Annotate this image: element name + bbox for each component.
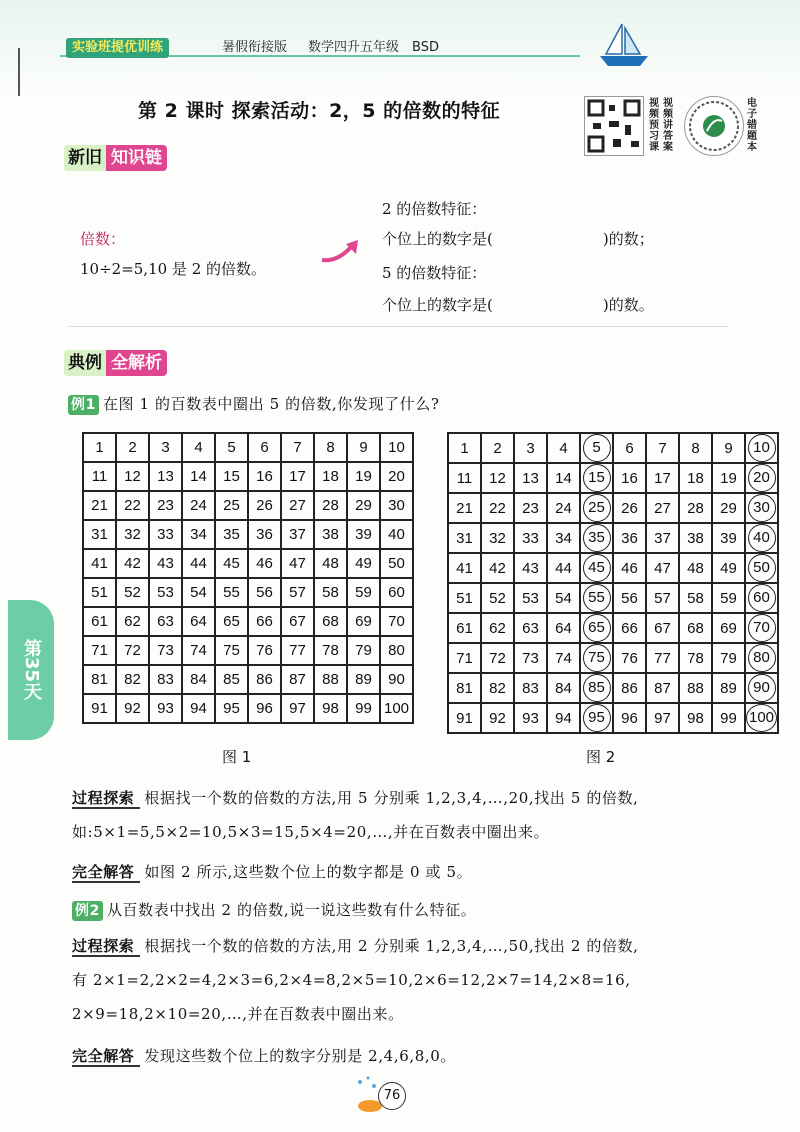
table-cell: 56 (613, 583, 646, 613)
table-cell: 62 (481, 613, 514, 643)
table-cell: 8 (679, 433, 712, 463)
table-cell: 49 (347, 549, 380, 578)
table-cell: 39 (712, 523, 745, 553)
section-examples (64, 350, 167, 376)
table-cell: 13 (149, 462, 182, 491)
table-cell: 94 (547, 703, 580, 733)
table-cell: 78 (679, 643, 712, 673)
process-2-line3: 2×9=18,2×10=20,…,并在百数表中圈出来。 (72, 1005, 404, 1023)
table-cell: 36 (248, 520, 281, 549)
table-cell: 59 (347, 578, 380, 607)
answer-1-text: 如图 2 所示,这些数个位上的数字都是 0 或 5。 (144, 863, 473, 881)
table-cell: 47 (646, 553, 679, 583)
table-cell: 92 (481, 703, 514, 733)
circled-number: 45 (583, 554, 611, 582)
table-row (448, 433, 778, 463)
table-row (448, 673, 778, 703)
table-cell: 34 (182, 520, 215, 549)
table-cell: 64 (547, 613, 580, 643)
table-cell: 5 (215, 433, 248, 462)
qr-label-lecture: 视频讲答案 (663, 98, 673, 153)
table-cell (745, 523, 778, 553)
table-cell: 77 (281, 636, 314, 665)
table-cell: 9 (347, 433, 380, 462)
circled-number: 70 (748, 614, 776, 642)
table-row (448, 553, 778, 583)
table-cell: 45 (215, 549, 248, 578)
table-cell: 71 (448, 643, 481, 673)
table-cell: 19 (347, 462, 380, 491)
table-cell: 67 (646, 613, 679, 643)
circled-number: 30 (748, 494, 776, 522)
table-row (83, 607, 413, 636)
table-cell: 6 (248, 433, 281, 462)
table-cell: 21 (83, 491, 116, 520)
qr-label-video: 视频预习课 (649, 98, 659, 153)
circled-number: 50 (748, 554, 776, 582)
table-cell (745, 463, 778, 493)
table-cell: 8 (314, 433, 347, 462)
table-cell: 79 (712, 643, 745, 673)
table-cell: 27 (646, 493, 679, 523)
table-cell: 51 (83, 578, 116, 607)
process-2-label: 过程探索 (72, 937, 140, 957)
table-cell: 41 (448, 553, 481, 583)
table-cell: 32 (481, 523, 514, 553)
table-row (448, 643, 778, 673)
table-cell: 87 (281, 665, 314, 694)
table-cell: 68 (314, 607, 347, 636)
table-cell: 38 (679, 523, 712, 553)
table-cell: 72 (116, 636, 149, 665)
hundred-table-fig2 (447, 432, 779, 734)
process-1-line1: 根据找一个数的倍数的方法,用 5 分别乘 1,2,3,4,…,20,找出 5 的倍数, (144, 789, 639, 807)
section-examples-a: 典例 (64, 350, 106, 376)
table-cell: 83 (149, 665, 182, 694)
table-cell: 99 (712, 703, 745, 733)
table-cell (745, 673, 778, 703)
table-cell: 12 (481, 463, 514, 493)
table-cell: 77 (646, 643, 679, 673)
table-cell: 23 (149, 491, 182, 520)
table-cell: 81 (83, 665, 116, 694)
table-cell: 97 (281, 694, 314, 723)
table-cell: 7 (646, 433, 679, 463)
figure-1-caption: 图 1 (222, 748, 252, 766)
sailboat-icon (596, 20, 652, 70)
table-cell: 86 (248, 665, 281, 694)
table-cell: 30 (380, 491, 413, 520)
table-cell: 82 (116, 665, 149, 694)
leaf-qr-icon (685, 97, 743, 155)
process-1-line2: 如:5×1=5,5×2=10,5×3=15,5×4=20,…,并在百数表中圈出来。 (72, 823, 550, 841)
table-cell: 51 (448, 583, 481, 613)
table-cell (745, 433, 778, 463)
table-cell: 94 (182, 694, 215, 723)
circled-number: 5 (583, 434, 611, 462)
table-cell: 1 (448, 433, 481, 463)
table-cell (580, 673, 613, 703)
table-cell: 86 (613, 673, 646, 703)
hundred-table-fig1 (82, 432, 414, 724)
table-cell: 37 (646, 523, 679, 553)
table-cell (580, 523, 613, 553)
table-cell: 33 (149, 520, 182, 549)
table-cell: 48 (679, 553, 712, 583)
table-cell: 18 (679, 463, 712, 493)
table-cell: 74 (547, 643, 580, 673)
circled-number: 90 (748, 674, 776, 702)
section-knowledge-b: 知识链 (106, 145, 167, 171)
process-1-label: 过程探索 (72, 789, 140, 809)
circled-number: 10 (748, 434, 776, 462)
table-cell: 98 (314, 694, 347, 723)
table-row (448, 463, 778, 493)
table-cell: 22 (116, 491, 149, 520)
process-1 (72, 786, 780, 810)
table-cell: 87 (646, 673, 679, 703)
arrow-right-icon (318, 236, 364, 266)
table-cell: 34 (547, 523, 580, 553)
table-cell: 16 (248, 462, 281, 491)
table-cell: 4 (547, 433, 580, 463)
table-cell: 11 (83, 462, 116, 491)
table-cell: 57 (281, 578, 314, 607)
table-cell: 41 (83, 549, 116, 578)
table-cell (580, 613, 613, 643)
table-cell: 64 (182, 607, 215, 636)
table-cell: 13 (514, 463, 547, 493)
table-cell: 44 (547, 553, 580, 583)
table-cell (580, 553, 613, 583)
figure-2-caption: 图 2 (586, 748, 616, 766)
table-cell: 71 (83, 636, 116, 665)
table-cell: 39 (347, 520, 380, 549)
table-row (448, 613, 778, 643)
table-cell (580, 643, 613, 673)
answer-2-text: 发现这些数个位上的数字分别是 2,4,6,8,0。 (144, 1047, 456, 1065)
answer-2-label: 完全解答 (72, 1047, 140, 1067)
table-cell (580, 493, 613, 523)
process-2-line2: 有 2×1=2,2×2=4,2×3=6,2×4=8,2×5=10,2×6=12,2×7=14,2×8=16, (72, 971, 631, 989)
table-cell: 32 (116, 520, 149, 549)
section-knowledge-a: 新旧 (64, 145, 106, 171)
table-cell: 53 (149, 578, 182, 607)
example-2-text: 从百数表中找出 2 的倍数,说一说这些数有什么特征。 (106, 901, 477, 919)
table-cell: 47 (281, 549, 314, 578)
example-2-tag: 例2 (72, 901, 103, 921)
table-cell: 26 (613, 493, 646, 523)
table-cell (580, 583, 613, 613)
table-cell: 60 (380, 578, 413, 607)
circled-number: 60 (748, 584, 776, 612)
table-cell: 99 (347, 694, 380, 723)
circled-number: 55 (583, 584, 611, 612)
table-cell: 80 (380, 636, 413, 665)
day-side-tab: 第35天 (8, 600, 54, 740)
table-cell: 74 (182, 636, 215, 665)
table-cell: 49 (712, 553, 745, 583)
table-cell: 61 (83, 607, 116, 636)
table-row (448, 583, 778, 613)
table-cell: 88 (679, 673, 712, 703)
table-cell: 62 (116, 607, 149, 636)
table-cell: 36 (613, 523, 646, 553)
table-cell: 90 (380, 665, 413, 694)
table-cell: 20 (380, 462, 413, 491)
header-grade: 数学四升五年级 (308, 40, 400, 55)
table-cell (745, 583, 778, 613)
table-row (83, 578, 413, 607)
header-divider (18, 48, 20, 96)
circled-number: 15 (583, 464, 611, 492)
table-cell: 88 (314, 665, 347, 694)
table-cell: 73 (149, 636, 182, 665)
table-cell: 24 (547, 493, 580, 523)
example-1-tag: 例1 (68, 395, 99, 415)
circled-number: 65 (583, 614, 611, 642)
table-cell (745, 493, 778, 523)
table-cell: 33 (514, 523, 547, 553)
circled-number: 80 (748, 644, 776, 672)
table-cell: 70 (380, 607, 413, 636)
table-row (448, 493, 778, 523)
example-1-text: 在图 1 的百数表中圈出 5 的倍数,你发现了什么? (102, 395, 440, 413)
table-cell: 91 (83, 694, 116, 723)
process-2-line1: 根据找一个数的倍数的方法,用 2 分别乘 1,2,3,4,…,50,找出 2 的倍数, (144, 937, 639, 955)
table-cell: 29 (712, 493, 745, 523)
answer-1-label: 完全解答 (72, 863, 140, 883)
table-cell: 21 (448, 493, 481, 523)
table-cell: 52 (481, 583, 514, 613)
table-cell: 26 (248, 491, 281, 520)
table-cell: 2 (116, 433, 149, 462)
table-cell: 4 (182, 433, 215, 462)
table-cell: 37 (281, 520, 314, 549)
table-cell: 100 (380, 694, 413, 723)
table-cell: 2 (481, 433, 514, 463)
table-row (83, 462, 413, 491)
table-cell: 46 (248, 549, 281, 578)
chain-right-2-rule: 个位上的数字是( )的数； (382, 230, 654, 248)
table-cell: 98 (679, 703, 712, 733)
table-cell: 93 (514, 703, 547, 733)
circled-number: 25 (583, 494, 611, 522)
qr-label-ebook: 电子错题本 (747, 98, 757, 153)
table-cell: 19 (712, 463, 745, 493)
table-cell: 18 (314, 462, 347, 491)
table-cell: 59 (712, 583, 745, 613)
table-row (83, 694, 413, 723)
table-cell: 17 (646, 463, 679, 493)
table-cell: 15 (215, 462, 248, 491)
table-cell: 58 (679, 583, 712, 613)
table-cell: 84 (547, 673, 580, 703)
circled-number: 40 (748, 524, 776, 552)
table-cell: 29 (347, 491, 380, 520)
table-cell: 67 (281, 607, 314, 636)
table-cell: 31 (448, 523, 481, 553)
page-title: 第 2 课时 探索活动：2，5 的倍数的特征 (138, 100, 501, 122)
table-cell: 50 (380, 549, 413, 578)
table-cell: 14 (182, 462, 215, 491)
table-cell: 28 (679, 493, 712, 523)
table-cell: 42 (116, 549, 149, 578)
table-cell: 66 (613, 613, 646, 643)
table-row (83, 491, 413, 520)
table-cell: 55 (215, 578, 248, 607)
table-cell: 25 (215, 491, 248, 520)
table-cell: 93 (149, 694, 182, 723)
answer-2 (72, 1044, 456, 1068)
table-cell: 58 (314, 578, 347, 607)
table-row (448, 703, 778, 733)
table-cell: 53 (514, 583, 547, 613)
table-cell: 91 (448, 703, 481, 733)
table-cell: 48 (314, 549, 347, 578)
chain-right-5-rule: 个位上的数字是( )的数。 (382, 296, 654, 314)
table-cell: 96 (248, 694, 281, 723)
table-cell: 23 (514, 493, 547, 523)
table-row (83, 636, 413, 665)
table-cell: 35 (215, 520, 248, 549)
section-knowledge-chain (64, 145, 167, 171)
table-cell: 82 (481, 673, 514, 703)
table-cell: 56 (248, 578, 281, 607)
table-cell: 69 (347, 607, 380, 636)
table-cell (745, 703, 778, 733)
table-cell: 54 (547, 583, 580, 613)
table-cell: 57 (646, 583, 679, 613)
table-row (83, 433, 413, 462)
table-cell: 14 (547, 463, 580, 493)
circled-number: 100 (746, 704, 777, 732)
chain-right-2-heading: 2 的倍数特征： (382, 200, 487, 218)
table-cell (745, 553, 778, 583)
table-cell: 75 (215, 636, 248, 665)
chain-left-example: 10÷2=5,10 是 2 的倍数。 (80, 260, 267, 278)
table-cell: 43 (149, 549, 182, 578)
answer-1 (72, 860, 472, 884)
table-row (83, 665, 413, 694)
table-cell: 63 (149, 607, 182, 636)
table-cell: 66 (248, 607, 281, 636)
table-cell: 83 (514, 673, 547, 703)
table-cell: 46 (613, 553, 646, 583)
table-cell: 28 (314, 491, 347, 520)
table-cell: 3 (514, 433, 547, 463)
table-cell: 31 (83, 520, 116, 549)
table-cell: 12 (116, 462, 149, 491)
table-cell: 81 (448, 673, 481, 703)
table-cell: 6 (613, 433, 646, 463)
table-cell: 72 (481, 643, 514, 673)
table-cell (580, 463, 613, 493)
table-cell: 89 (712, 673, 745, 703)
series-logo: 实验班提优训练 (66, 38, 169, 58)
table-cell: 85 (215, 665, 248, 694)
table-cell: 10 (380, 433, 413, 462)
table-cell: 97 (646, 703, 679, 733)
table-cell: 44 (182, 549, 215, 578)
example-1 (68, 392, 440, 416)
table-cell: 76 (248, 636, 281, 665)
table-row (83, 549, 413, 578)
table-cell: 79 (347, 636, 380, 665)
circled-number: 75 (583, 644, 611, 672)
table-cell: 69 (712, 613, 745, 643)
page-number: 76 (378, 1082, 406, 1110)
table-row (448, 523, 778, 553)
table-cell: 78 (314, 636, 347, 665)
table-cell: 96 (613, 703, 646, 733)
circled-number: 85 (583, 674, 611, 702)
table-cell: 40 (380, 520, 413, 549)
table-cell: 43 (514, 553, 547, 583)
table-cell: 22 (481, 493, 514, 523)
table-cell (580, 703, 613, 733)
circled-number: 95 (583, 704, 611, 732)
qr-code-video[interactable] (584, 96, 644, 156)
table-cell: 54 (182, 578, 215, 607)
table-cell: 42 (481, 553, 514, 583)
table-cell: 3 (149, 433, 182, 462)
table-cell: 68 (679, 613, 712, 643)
header-edition: BSD (412, 40, 439, 55)
example-2 (72, 898, 476, 922)
qr-code-ebook[interactable] (684, 96, 744, 156)
table-cell: 27 (281, 491, 314, 520)
table-cell: 17 (281, 462, 314, 491)
table-cell: 65 (215, 607, 248, 636)
section-examples-b: 全解析 (106, 350, 167, 376)
table-cell: 61 (448, 613, 481, 643)
table-cell: 38 (314, 520, 347, 549)
table-cell (580, 433, 613, 463)
table-cell: 9 (712, 433, 745, 463)
table-cell: 84 (182, 665, 215, 694)
table-cell: 63 (514, 613, 547, 643)
table-cell: 95 (215, 694, 248, 723)
table-cell: 24 (182, 491, 215, 520)
table-cell: 76 (613, 643, 646, 673)
table-cell: 52 (116, 578, 149, 607)
table-cell: 73 (514, 643, 547, 673)
circled-number: 35 (583, 524, 611, 552)
table-cell: 16 (613, 463, 646, 493)
circled-number: 20 (748, 464, 776, 492)
chain-right-5-heading: 5 的倍数特征： (382, 264, 487, 282)
table-cell (745, 613, 778, 643)
chain-left-heading: 倍数： (80, 230, 126, 248)
table-cell (745, 643, 778, 673)
header-subtitle: 暑假衔接版 (222, 40, 288, 55)
table-cell: 1 (83, 433, 116, 462)
qr-code-icon (585, 97, 643, 155)
table-cell: 92 (116, 694, 149, 723)
table-cell: 7 (281, 433, 314, 462)
table-cell: 11 (448, 463, 481, 493)
table-cell: 89 (347, 665, 380, 694)
table-row (83, 520, 413, 549)
process-2 (72, 934, 780, 958)
